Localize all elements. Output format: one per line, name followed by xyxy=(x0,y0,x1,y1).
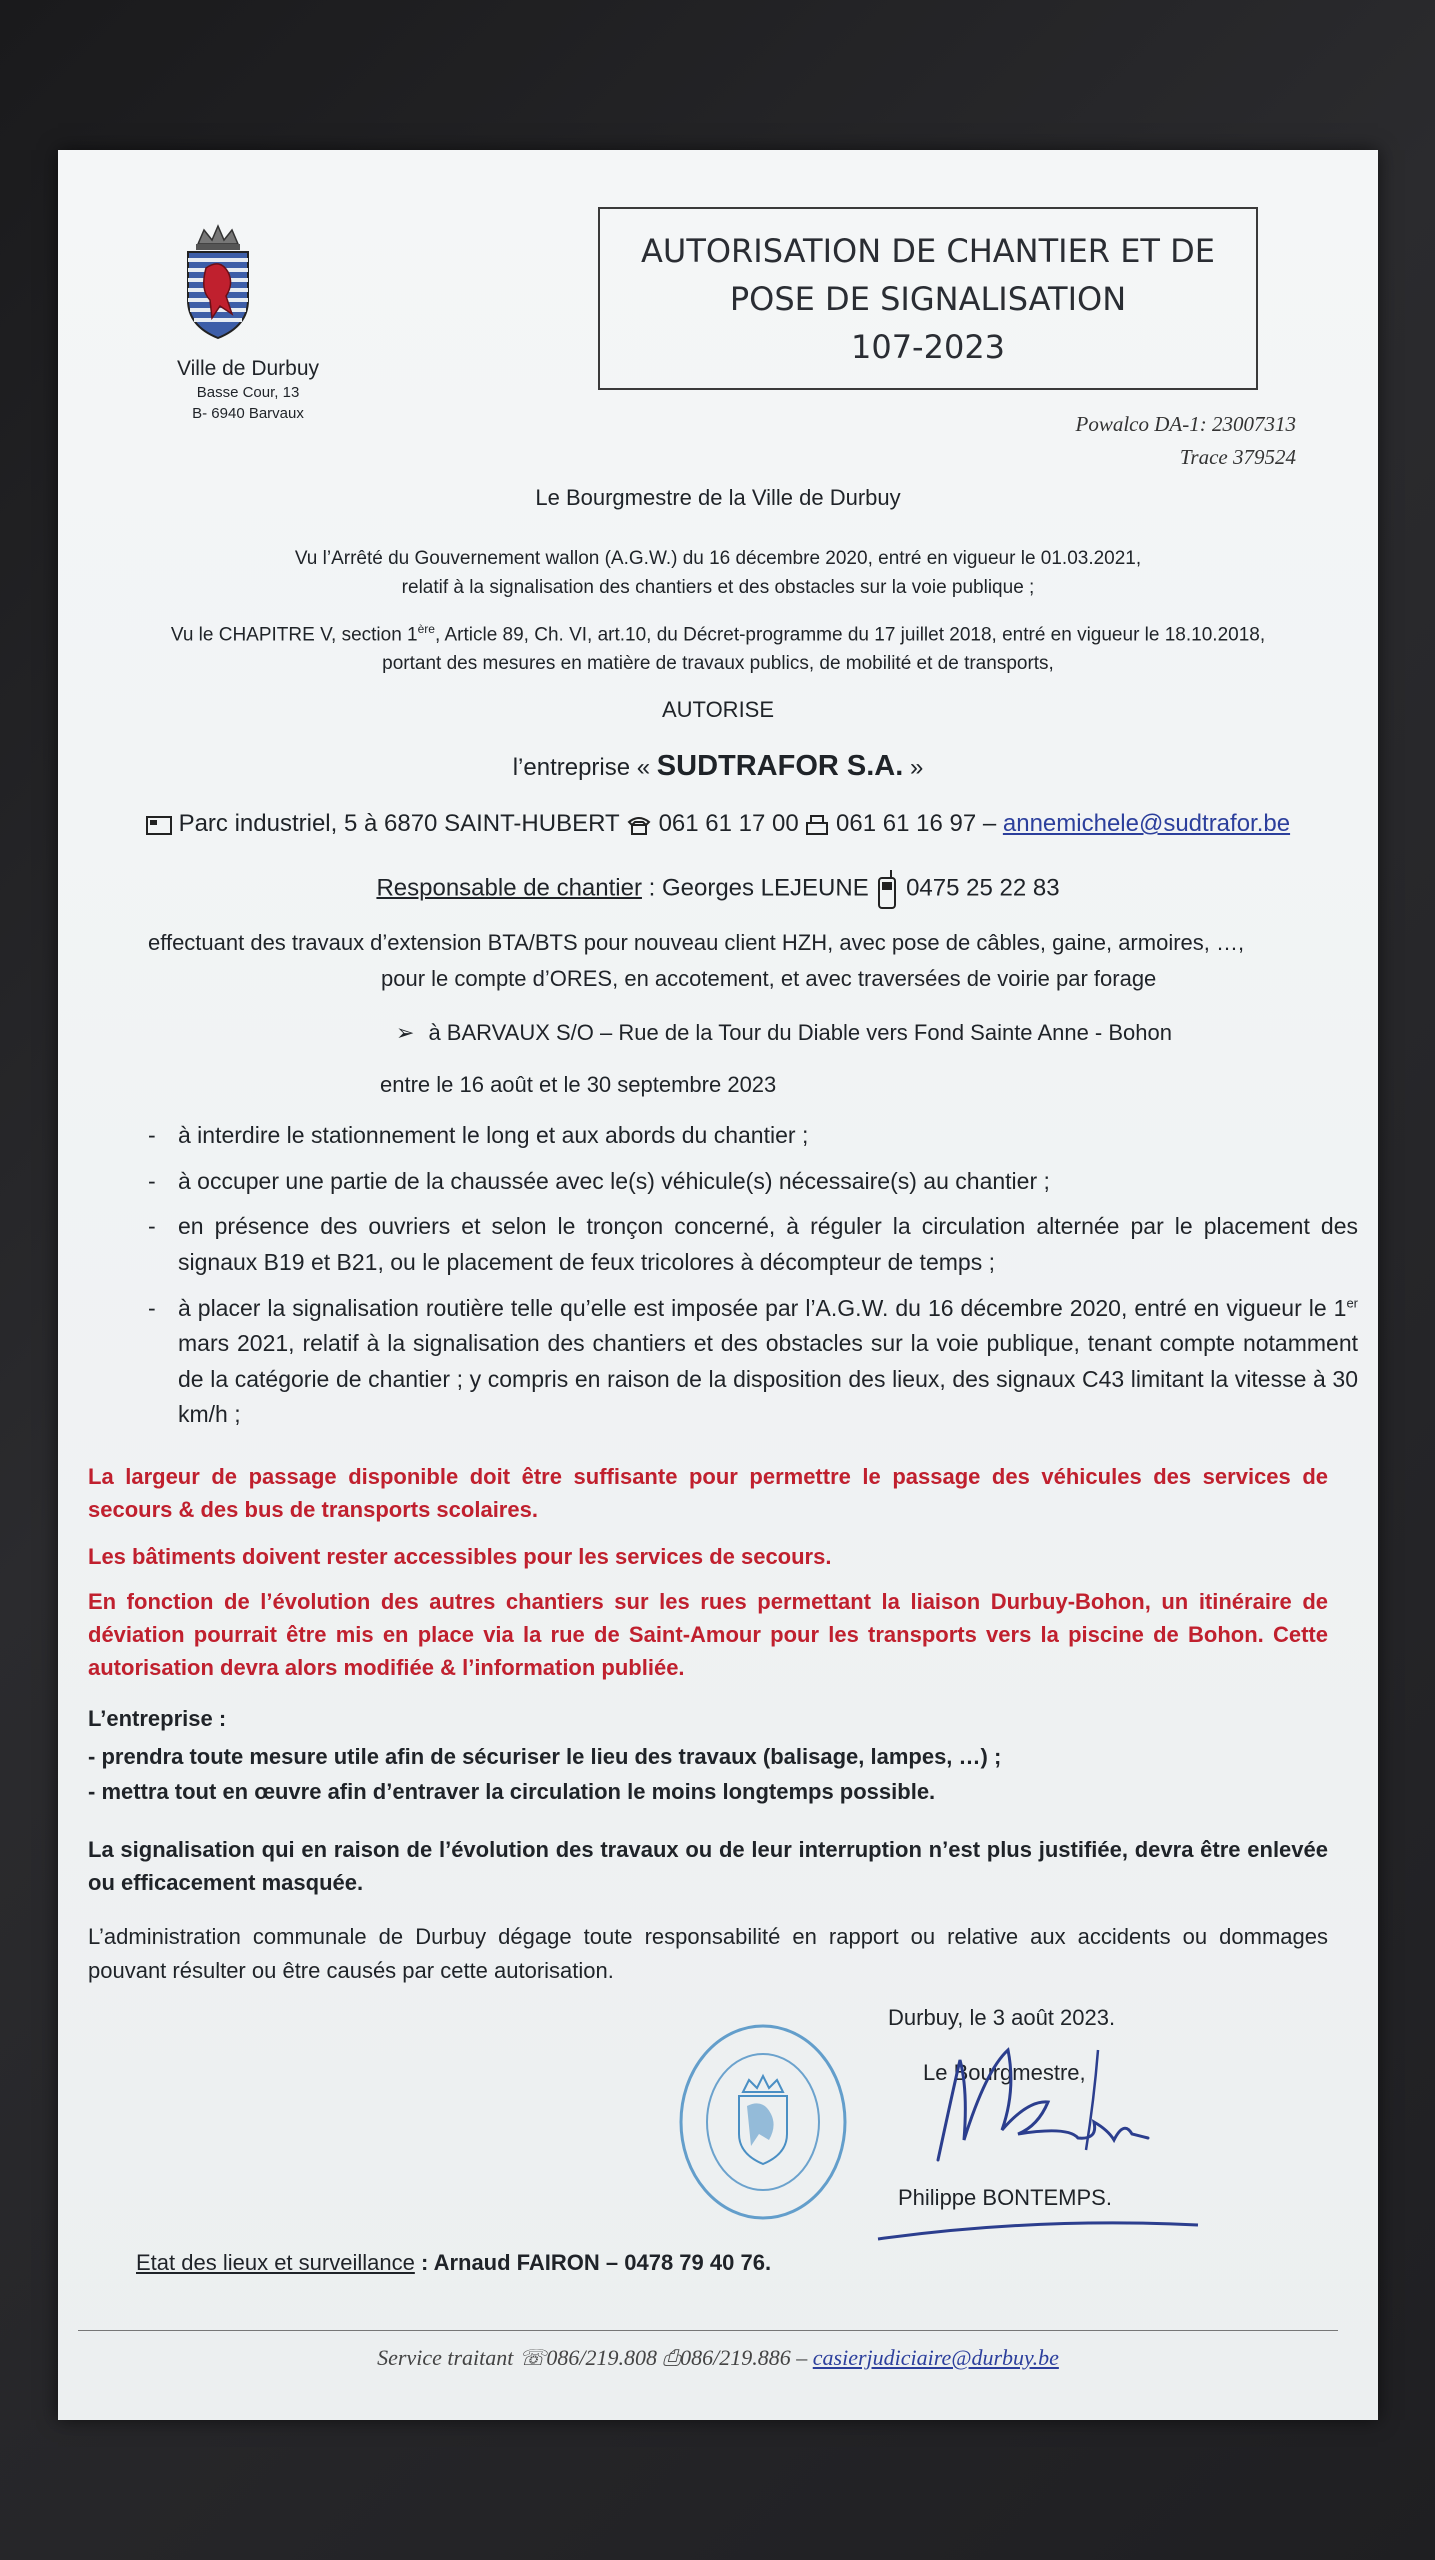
legal-basis-1 xyxy=(58,545,1378,602)
surveillance-line xyxy=(136,2250,771,2276)
footer-phone-icon: ☏ xyxy=(518,2345,547,2370)
legal-basis-2-sup: ère xyxy=(417,622,435,636)
title-number: 107-2023 xyxy=(850,327,1006,366)
title-line-1: AUTORISATION DE CHANTIER ET DE xyxy=(641,231,1215,270)
company-email-link[interactable]: annemichele@sudtrafor.be xyxy=(1002,810,1291,837)
footer-phone: 086/219.808 xyxy=(546,2345,658,2370)
period-line: entre le 16 août et le 30 septembre 2023 xyxy=(380,1072,777,1097)
company-fax: 061 61 16 97 – xyxy=(836,810,997,837)
requirement-deviation: En fonction de l’évolution des autres chantiers sur les rues permettant la liaison Durbuy-Bohon, un itinéraire de déviation pourrait être mis en place via la rue de Saint-Amour pour les transports vers la piscine de Bohon. Cette autorisation devra alors modifiée & l’information publiée. xyxy=(88,1589,1328,1680)
durbuy-crest-icon xyxy=(180,222,256,342)
condition-4-text-a: à placer la signalisation routière telle qu’elle est imposée par l’A.G.W. du 16 décembre 2020, entré en vigueur le 1 xyxy=(178,1294,1347,1321)
phone-icon xyxy=(626,814,652,836)
legal-basis-2-text-a: Vu le CHAPITRE V, section 1 xyxy=(170,624,418,646)
site-manager-label: Responsable de chantier xyxy=(376,874,642,902)
signalisation-note: La signalisation qui en raison de l’évolution des travaux ou de leur interruption n’est plus justifiée, devra être enlevée ou efficacement masquée. xyxy=(88,1837,1328,1895)
fax-icon xyxy=(805,814,829,836)
company-line xyxy=(58,750,1378,783)
condition-item: - en présence des ouvriers et selon le tronçon concerné, à réguler la circulation alternée par le placement des signaux B19 et B21, ou le placement de feux tricolores à décompteur de temps ; xyxy=(148,1209,1358,1280)
company-contact xyxy=(58,810,1378,838)
document-title-box xyxy=(598,207,1258,390)
legal-basis-2-text-b: , Article 89, Ch. VI, art.10, du Décret-programme du 17 juillet 2018, entré en vigueur le 18.10.2018, xyxy=(434,624,1266,646)
footer-service: Service traitant xyxy=(377,2345,514,2370)
footer xyxy=(58,2345,1378,2371)
requirement-access: Les bâtiments doivent rester accessibles pour les services de secours. xyxy=(88,1544,832,1569)
reference-numbers xyxy=(1076,408,1296,473)
site-manager-mobile: 0475 25 22 83 xyxy=(906,874,1060,902)
signature-place-date: Durbuy, le 3 août 2023. xyxy=(888,2005,1116,2030)
location-text: à BARVAUX S/O – Rue de la Tour du Diable vers Fond Sainte Anne - Bohon xyxy=(428,1020,1172,1045)
town-street: Basse Cour, 13 xyxy=(196,384,300,402)
company-obligation-2: - mettra tout en œuvre afin d’entraver la circulation le moins longtemps possible. xyxy=(88,1779,936,1804)
signature-underline-icon xyxy=(868,2215,1208,2245)
legal-basis-1-line1: Vu l’Arrêté du Gouvernement wallon (A.G.W.) du 16 décembre 2020, entré en vigueur le 01.03.2021, xyxy=(294,548,1142,569)
condition-item: - à occuper une partie de la chaussée avec le(s) véhicule(s) nécessaire(s) au chantier ; xyxy=(148,1164,1358,1200)
company-obligation-1: - prendra toute mesure utile afin de sécuriser le lieu des travaux (balisage, lampes, …) ; xyxy=(88,1744,1002,1769)
company-name: SUDTRAFOR S.A. xyxy=(656,750,904,782)
signature-name: Philippe BONTEMPS. xyxy=(898,2185,1112,2210)
company-obligations-label: L’entreprise : xyxy=(88,1706,227,1731)
arrow-bullet-icon: ➢ xyxy=(396,1020,415,1045)
footer-divider xyxy=(78,2330,1338,2331)
works-line-1: effectuant des travaux d’extension BTA/BTS pour nouveau client HZH, avec pose de câbles, gaine, armoires, …, xyxy=(148,930,1245,955)
surveillance-value: : Arnaud FAIRON – 0478 79 40 76. xyxy=(414,2250,772,2275)
company-address: Parc industriel, 5 à 6870 SAINT-HUBERT xyxy=(178,810,620,837)
surveillance-label: Etat des lieux et surveillance xyxy=(136,2250,415,2275)
works-line-2: pour le compte d’ORES, en accotement, et avec traversées de voirie par forage xyxy=(381,966,1157,991)
document-page xyxy=(58,150,1378,2420)
requirement-passage: La largeur de passage disponible doit être suffisante pour permettre le passage des véhicules des services de secours & des bus de transports scolaires. xyxy=(88,1464,1328,1522)
footer-fax: 086/219.886 – xyxy=(680,2345,808,2370)
company-prefix: l’entreprise « xyxy=(512,754,657,781)
autorise-heading: AUTORISE xyxy=(661,697,775,722)
footer-email-link[interactable]: casierjudiciaire@durbuy.be xyxy=(812,2345,1059,2370)
issuer: Le Bourgmestre de la Ville de Durbuy xyxy=(535,485,901,510)
legal-basis-2 xyxy=(58,620,1378,678)
conditions-list xyxy=(148,1118,1358,1443)
town-address xyxy=(128,355,368,424)
site-manager xyxy=(58,868,1378,910)
legal-basis-2-line2: portant des mesures en matière de travaux publics, de mobilité et de transports, xyxy=(382,652,1054,674)
trace-ref: Trace 379524 xyxy=(1179,444,1296,469)
mobile-phone-icon xyxy=(875,868,899,910)
condition-4-sup: er xyxy=(1346,1294,1358,1310)
condition-4-text-b: mars 2021, relatif à la signalisation des chantiers et des obstacles sur la voie publique, tenant compte notamment de la catégorie de chantier ; y compris en raison de la disposition des lieux, des signaux C43 limitant la vitesse à 30 km/h ; xyxy=(178,1330,1358,1428)
powalco-ref: Powalco DA-1: 23007313 xyxy=(1075,412,1296,436)
condition-item: - à interdire le stationnement le long et aux abords du chantier ; xyxy=(148,1118,1358,1154)
company-suffix: » xyxy=(903,754,924,781)
legal-basis-1-line2: relatif à la signalisation des chantiers et des obstacles sur la voie publique ; xyxy=(401,576,1035,598)
municipal-stamp-icon xyxy=(673,2022,853,2222)
town-name: Ville de Durbuy xyxy=(176,357,320,380)
legal-basis-2-line1 xyxy=(58,620,1378,650)
title-line-2: POSE DE SIGNALISATION xyxy=(729,279,1127,318)
town-postcode: B- 6940 Barvaux xyxy=(192,404,304,422)
company-phone: 061 61 17 00 xyxy=(658,810,799,837)
handwritten-signature-icon xyxy=(898,2030,1178,2170)
signature-role: Le Bourgmestre, xyxy=(923,2060,1086,2085)
liability-disclaimer: L’administration communale de Durbuy dégage toute responsabilité en rapport ou relative aux accidents ou dommages pouvant résulter ou être causés par cette autorisation. xyxy=(88,1924,1328,1984)
mail-icon xyxy=(146,814,172,836)
site-manager-name: : Georges LEJEUNE xyxy=(641,874,869,902)
location-line xyxy=(396,1020,1172,1046)
footer-fax-icon: ⎙ xyxy=(662,2345,681,2370)
condition-item xyxy=(148,1291,1358,1434)
